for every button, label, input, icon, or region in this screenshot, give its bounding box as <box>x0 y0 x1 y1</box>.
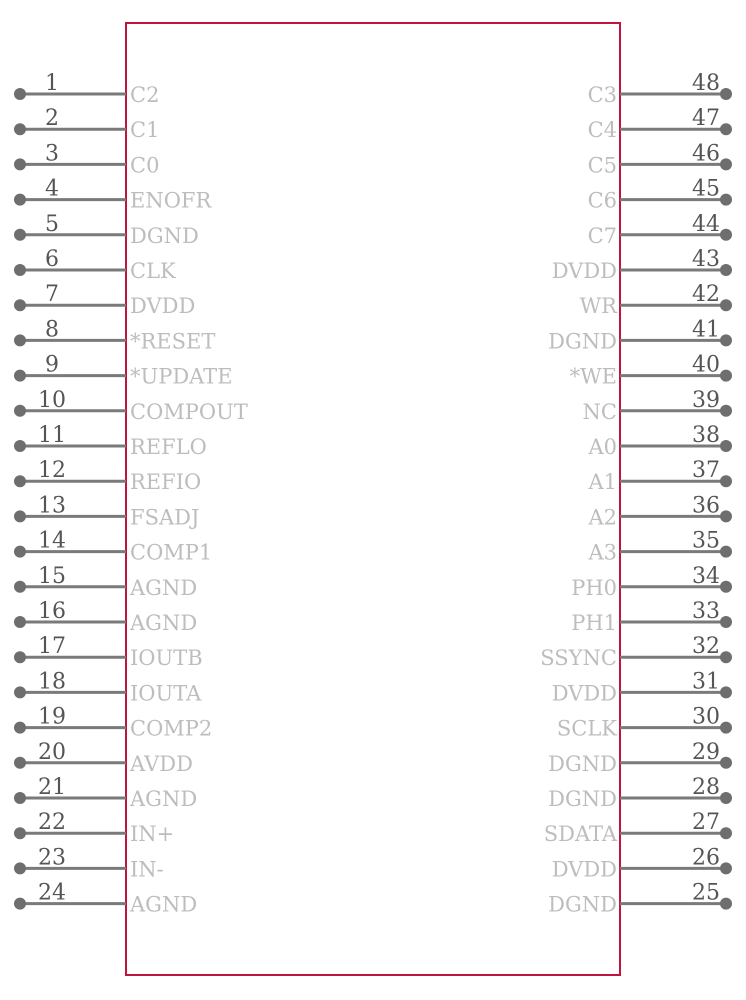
pin-number: 6 <box>45 247 59 272</box>
pin-40 <box>570 353 732 389</box>
right-pin-group <box>540 71 732 917</box>
pin-number: 8 <box>45 317 59 343</box>
pin-terminal-dot <box>720 370 732 382</box>
pin-12 <box>14 458 201 494</box>
pin-terminal-dot <box>14 440 26 452</box>
pin-label: A1 <box>588 470 617 495</box>
pin-label: COMPOUT <box>130 399 248 424</box>
pin-48 <box>588 71 732 107</box>
pin-number: 42 <box>692 282 720 308</box>
pin-label: COMP2 <box>130 716 213 741</box>
pin-36 <box>587 493 732 529</box>
pin-20 <box>14 740 193 776</box>
pin-terminal-dot <box>720 510 732 522</box>
pin-35 <box>587 529 732 565</box>
pin-8 <box>14 317 215 353</box>
pin-45 <box>588 177 732 213</box>
pin-terminal-dot <box>14 194 26 206</box>
pin-26 <box>552 845 732 881</box>
pin-5 <box>14 212 199 248</box>
pin-terminal-dot <box>14 123 26 135</box>
pin-number: 13 <box>38 493 66 519</box>
pin-number: 22 <box>38 810 66 836</box>
pin-29 <box>548 740 732 776</box>
pin-43 <box>552 247 732 283</box>
pin-label: DVDD <box>551 681 617 706</box>
pin-number: 7 <box>45 282 59 308</box>
pin-terminal-dot <box>14 510 26 522</box>
pin-terminal-dot <box>720 405 732 417</box>
pin-terminal-dot <box>720 158 732 170</box>
pin-number: 2 <box>45 106 59 132</box>
pin-number: 31 <box>692 669 720 695</box>
pin-terminal-dot <box>720 123 732 135</box>
pin-34 <box>571 564 732 600</box>
pin-number: 29 <box>692 739 720 765</box>
pin-terminal-dot <box>720 229 732 241</box>
pin-number: 34 <box>692 563 720 589</box>
pin-label: AGND <box>130 892 198 917</box>
pin-number: 35 <box>692 528 720 554</box>
pin-2 <box>14 106 159 142</box>
pin-terminal-dot <box>14 546 26 558</box>
pin-terminal-dot <box>14 229 26 241</box>
pin-24 <box>14 881 197 917</box>
pin-7 <box>14 282 195 318</box>
pin-number: 40 <box>692 352 720 378</box>
pin-label: NC <box>582 399 617 424</box>
pin-label: *UPDATE <box>130 364 233 389</box>
pin-number: 41 <box>692 317 720 343</box>
pin-42 <box>580 282 732 318</box>
pin-number: 33 <box>692 599 720 624</box>
pin-number: 19 <box>38 704 66 730</box>
pin-terminal-dot <box>14 792 26 804</box>
pin-number: 21 <box>38 775 66 800</box>
pin-label: SDATA <box>543 822 617 847</box>
pin-15 <box>14 564 197 600</box>
pin-28 <box>548 775 732 811</box>
pin-label: IOUTB <box>130 646 203 671</box>
pin-label: A2 <box>588 505 617 530</box>
pin-label: C3 <box>587 83 617 107</box>
pin-label: A0 <box>588 435 617 459</box>
pin-terminal-dot <box>14 370 26 382</box>
pin-label: C1 <box>130 118 160 143</box>
pin-label: C6 <box>587 188 617 213</box>
pin-number: 23 <box>38 845 66 871</box>
pin-23 <box>14 845 164 881</box>
pin-terminal-dot <box>14 616 26 628</box>
pin-label: DVDD <box>551 259 617 283</box>
pin-label: A3 <box>588 540 617 565</box>
pin-11 <box>14 423 207 459</box>
pin-19 <box>14 705 212 741</box>
pin-label: REFLO <box>130 435 207 459</box>
pin-9 <box>14 353 233 389</box>
pin-terminal-dot <box>720 898 732 910</box>
pin-25 <box>548 881 732 917</box>
pin-terminal-dot <box>720 546 732 558</box>
pin-terminal-dot <box>14 898 26 910</box>
pin-label: DGND <box>548 329 617 354</box>
pin-label: DVDD <box>551 857 617 882</box>
pin-number: 46 <box>692 141 720 167</box>
pin-terminal-dot <box>14 88 26 100</box>
pin-label: IN+ <box>130 822 175 847</box>
pin-number: 43 <box>692 247 720 272</box>
pin-label: REFIO <box>130 470 202 495</box>
pin-label: C2 <box>130 83 160 107</box>
pin-terminal-dot <box>720 581 732 593</box>
pin-label: *RESET <box>130 329 216 354</box>
pin-label: DVDD <box>130 294 196 319</box>
pin-22 <box>14 810 174 846</box>
pin-16 <box>14 599 197 635</box>
pin-number: 3 <box>45 141 59 167</box>
pin-terminal-dot <box>14 757 26 769</box>
pin-30 <box>557 705 732 741</box>
pin-terminal-dot <box>720 88 732 100</box>
pin-terminal-dot <box>14 405 26 417</box>
pin-label: C7 <box>587 223 617 248</box>
pin-number: 28 <box>692 775 720 800</box>
pin-terminal-dot <box>14 862 26 874</box>
pin-terminal-dot <box>720 440 732 452</box>
pin-number: 5 <box>45 211 59 237</box>
pin-number: 17 <box>38 634 66 660</box>
pin-31 <box>552 669 732 705</box>
pin-terminal-dot <box>720 299 732 311</box>
pin-label: C0 <box>130 153 160 178</box>
pin-label: C4 <box>587 118 617 143</box>
pin-33 <box>571 599 732 635</box>
pin-14 <box>14 529 212 565</box>
pin-number: 20 <box>38 739 66 765</box>
pin-terminal-dot <box>720 792 732 804</box>
pin-terminal-dot <box>720 194 732 206</box>
pin-number: 37 <box>692 458 720 484</box>
pin-4 <box>14 177 212 213</box>
pin-number: 26 <box>692 845 720 871</box>
pin-label: PH0 <box>571 575 617 600</box>
pin-label: SSYNC <box>540 646 617 671</box>
pin-terminal-dot <box>14 581 26 593</box>
pin-terminal-dot <box>720 651 732 663</box>
pin-44 <box>588 212 732 248</box>
pin-47 <box>588 106 732 142</box>
pin-label: WR <box>579 294 617 319</box>
pin-label: C5 <box>587 153 617 178</box>
pin-terminal-dot <box>14 475 26 487</box>
pin-label: IN- <box>130 857 164 882</box>
pin-10 <box>14 388 248 424</box>
pin-6 <box>14 247 176 283</box>
pin-terminal-dot <box>720 757 732 769</box>
pin-label: COMP1 <box>130 540 213 565</box>
pin-32 <box>540 634 732 670</box>
pin-number: 10 <box>38 387 66 413</box>
pin-27 <box>544 810 732 846</box>
pin-1 <box>14 71 159 107</box>
pin-label: *WE <box>569 364 617 389</box>
pin-number: 30 <box>692 704 720 730</box>
pin-number: 18 <box>38 669 66 695</box>
pin-label: AGND <box>130 787 198 811</box>
pin-terminal-dot <box>720 334 732 346</box>
pin-label: CLK <box>130 259 176 283</box>
pin-label: DGND <box>548 751 617 776</box>
pin-37 <box>587 458 732 494</box>
pin-terminal-dot <box>720 827 732 839</box>
pin-terminal-dot <box>720 686 732 698</box>
pin-number: 24 <box>38 880 66 906</box>
pin-terminal-dot <box>14 722 26 734</box>
pin-number: 11 <box>38 423 66 448</box>
pin-terminal-dot <box>720 616 732 628</box>
pin-terminal-dot <box>14 158 26 170</box>
pin-number: 32 <box>692 634 720 660</box>
pin-number: 15 <box>38 563 66 589</box>
pin-terminal-dot <box>720 475 732 487</box>
pin-number: 36 <box>692 493 720 519</box>
pin-13 <box>14 493 199 529</box>
pin-number: 4 <box>45 176 59 202</box>
pin-number: 14 <box>38 528 66 554</box>
pin-label: IOUTA <box>130 681 202 706</box>
pin-number: 25 <box>692 880 720 906</box>
pin-number: 48 <box>692 71 720 96</box>
pin-terminal-dot <box>720 722 732 734</box>
pin-label: ENOFR <box>130 188 212 213</box>
pin-number: 27 <box>692 810 720 836</box>
pin-label: FSADJ <box>130 505 200 530</box>
pin-terminal-dot <box>14 651 26 663</box>
pin-number: 9 <box>45 352 59 378</box>
pin-terminal-dot <box>720 862 732 874</box>
pin-label: PH1 <box>571 611 617 635</box>
pin-label: AVDD <box>130 751 193 776</box>
pin-number: 39 <box>692 387 720 413</box>
pin-terminal-dot <box>14 264 26 276</box>
pin-terminal-dot <box>14 299 26 311</box>
pin-number: 12 <box>38 458 66 484</box>
pin-18 <box>14 669 202 705</box>
pin-number: 45 <box>692 176 720 202</box>
pin-label: SCLK <box>556 716 617 741</box>
pin-number: 44 <box>692 211 720 237</box>
pin-terminal-dot <box>14 334 26 346</box>
pin-number: 16 <box>38 599 66 624</box>
pin-41 <box>548 317 732 353</box>
pin-terminal-dot <box>14 686 26 698</box>
pin-46 <box>588 141 732 177</box>
pin-3 <box>14 141 159 177</box>
pin-17 <box>14 634 203 670</box>
pin-39 <box>583 388 732 424</box>
pin-terminal-dot <box>720 264 732 276</box>
pin-label: AGND <box>130 575 198 600</box>
pin-terminal-dot <box>14 827 26 839</box>
pin-number: 1 <box>45 71 59 96</box>
pin-number: 38 <box>692 423 720 448</box>
pin-number: 47 <box>692 106 720 132</box>
pin-label: AGND <box>130 611 198 635</box>
pin-label: DGND <box>548 787 617 811</box>
pin-label: DGND <box>548 892 617 917</box>
left-pin-group <box>14 71 248 917</box>
pin-38 <box>587 423 732 459</box>
pin-label: DGND <box>130 223 199 248</box>
pin-21 <box>14 775 197 811</box>
